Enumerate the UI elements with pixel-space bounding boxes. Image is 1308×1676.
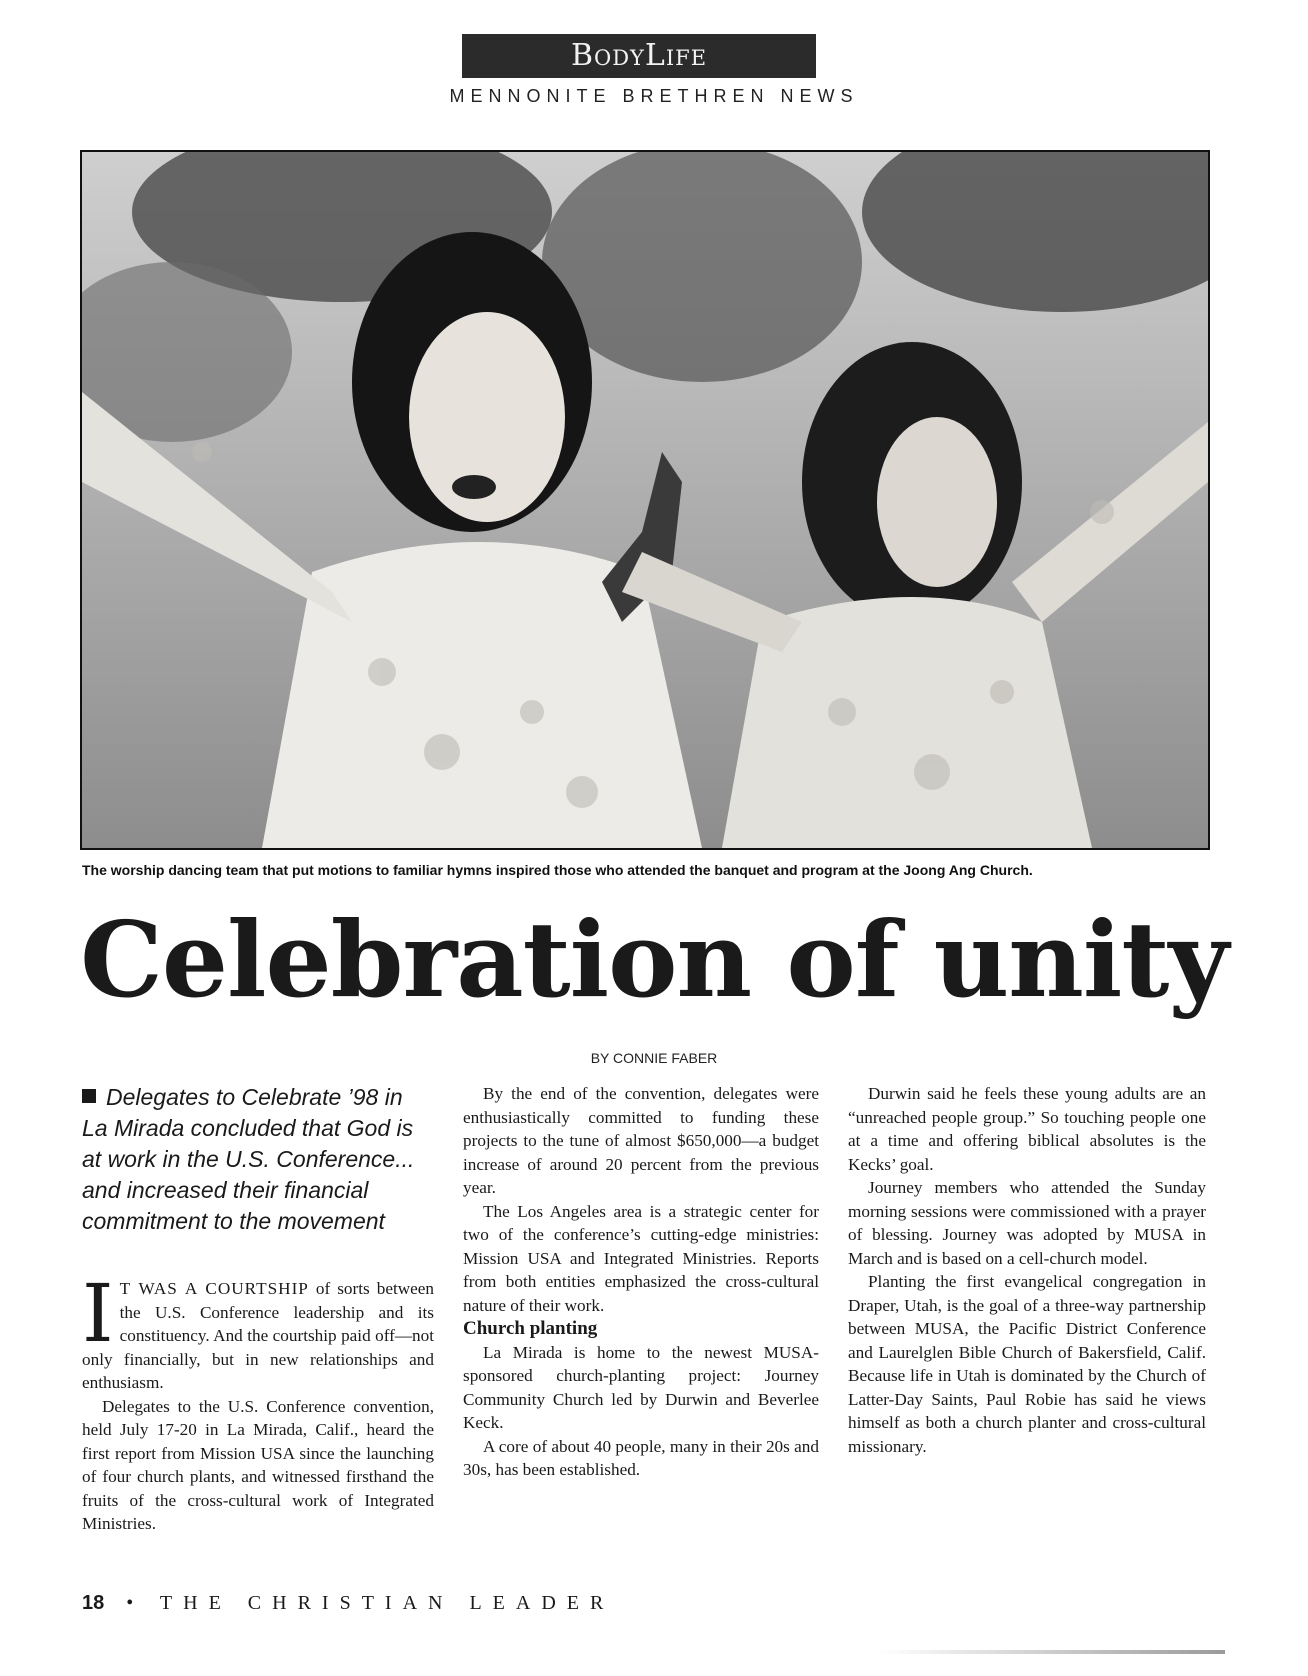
drop-cap: I bbox=[82, 1267, 114, 1360]
section-subheading: Church planting bbox=[463, 1318, 598, 1339]
footer-bullet: • bbox=[126, 1592, 145, 1614]
page-footer bbox=[82, 1592, 614, 1615]
paragraph: By the end of the convention, delegates were enthusiastically committed to funding these projects to the tune of almost $650,000—a budget increase of around 20 percent from the previous year. bbox=[463, 1084, 819, 1197]
paragraph: Planting the first evangelical congregation in Draper, Utah, is the goal of a three-way partnership between MUSA, the Pacific District Conference and Laurelglen Bible Church of Bakersfield, Calif. Because life in Utah is dominated by the Church of Latter-Day Saints, Paul Robie has said he views himself as both a church planter and cross-cultural missionary. bbox=[848, 1272, 1206, 1456]
paragraph: Journey members who attended the Sunday morning sessions were commissioned with a prayer of blessing. Journey was adopted by MUSA in March and is based on a cell-church model. bbox=[848, 1178, 1206, 1268]
photo-caption: The worship dancing team that put motions to familiar hymns inspired those who attended the banquet and program at the Joong Ang Church. bbox=[82, 862, 1033, 878]
article-headline: Celebration of unity bbox=[80, 898, 1228, 1021]
paragraph: Durwin said he feels these young adults are an “unreached people group.” So touching people one at a time and offering biblical absolutes is the Kecks’ goal. bbox=[848, 1084, 1206, 1174]
byline: BY CONNIE FABER bbox=[590, 1050, 718, 1066]
article-column-3 bbox=[848, 1082, 1206, 1458]
bottom-rule bbox=[880, 1650, 1225, 1654]
lead-paragraph bbox=[82, 1267, 434, 1395]
paragraph: The Los Angeles area is a strategic center for two of the conference’s cutting-edge ministries: Mission USA and Integrated Ministries. Reports from both entities emphasized the cross-cultural nature of their work. bbox=[463, 1201, 819, 1315]
paragraph: Delegates to the U.S. Conference convention, held July 17-20 in La Mirada, Calif., heard the first report from Mission USA since the launching of four church plants, and witnessed firsthand the fruits of the cross-cultural work of Integrated Ministries. bbox=[82, 1396, 434, 1533]
article-deck bbox=[82, 1082, 434, 1237]
lead-photo bbox=[80, 150, 1210, 850]
deck-text: Delegates to Celebrate ’98 in La Mirada concluded that God is at work in the U.S. Conference... and increased their financial commitment to the movement bbox=[82, 1084, 415, 1234]
lead-caps: T WAS A COURTSHIP bbox=[119, 1279, 309, 1298]
paragraph: La Mirada is home to the newest MUSA-sponsored church-planting project: Journey Community Church led by Durwin and Beverlee Keck. bbox=[463, 1342, 819, 1432]
paragraph: A core of about 40 people, many in their 20s and 30s, has been established. bbox=[463, 1436, 819, 1479]
dancers-photo-illustration bbox=[82, 152, 1208, 848]
square-bullet-icon bbox=[82, 1089, 96, 1103]
article-column-1 bbox=[82, 1082, 434, 1536]
lead-rest: of sorts between the U.S. Conference leadership and its constituency. And the courtship paid off—not only financially, but in new relationships and enthusiasm. bbox=[82, 1279, 434, 1392]
section-masthead: BodyLife bbox=[462, 34, 816, 78]
publication-name: THE CHRISTIAN LEADER bbox=[159, 1592, 615, 1614]
page-number: 18 bbox=[82, 1592, 105, 1614]
section-subtitle: MENNONITE BRETHREN NEWS bbox=[449, 86, 859, 106]
article-column-2 bbox=[463, 1082, 819, 1482]
